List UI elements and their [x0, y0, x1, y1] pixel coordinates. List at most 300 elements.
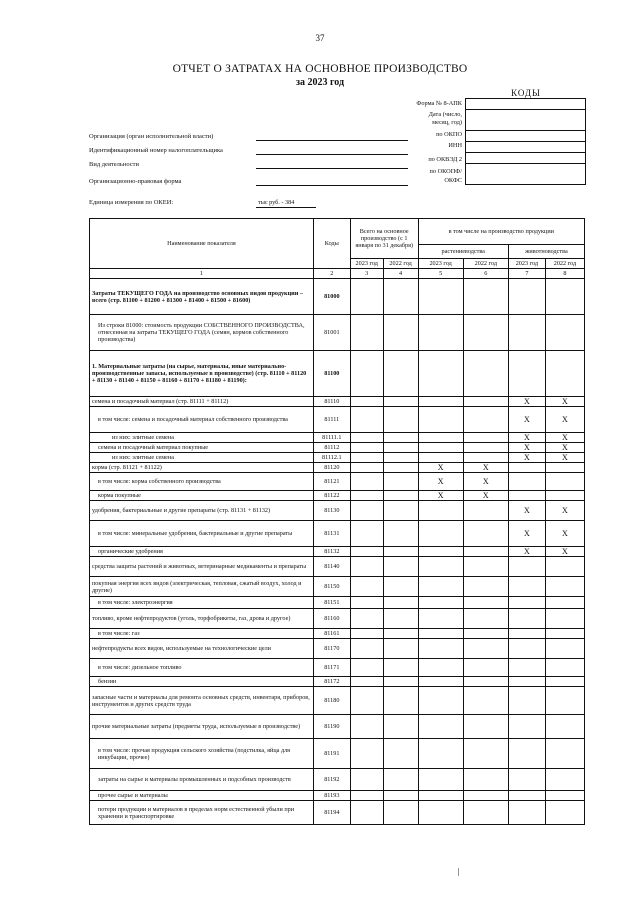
value-cell[interactable] — [545, 639, 584, 659]
value-cell[interactable] — [545, 279, 584, 315]
value-cell[interactable] — [508, 791, 545, 801]
row-label: удобрения, бактериальные и другие препараты (стр. 81131 + 81132) — [90, 501, 314, 521]
value-cell[interactable] — [350, 791, 383, 801]
row-label: покупная энергия всех видов (электрическая, тепловая, сжатый воздух, холод и другие) — [90, 577, 314, 597]
okei-underline — [256, 207, 316, 208]
value-cell[interactable] — [350, 521, 383, 547]
not-applicable-mark: X — [463, 491, 508, 501]
value-cell[interactable] — [508, 463, 545, 473]
value-cell[interactable] — [418, 279, 463, 315]
value-cell[interactable] — [383, 351, 418, 397]
value-cell[interactable] — [463, 659, 508, 677]
table-row — [90, 715, 585, 739]
value-cell[interactable] — [350, 577, 383, 597]
row-code: 81132 — [313, 547, 350, 557]
row-label: прочее сырье и материалы — [90, 791, 314, 801]
not-applicable-mark: X — [418, 463, 463, 473]
value-cell[interactable] — [508, 557, 545, 577]
column-number: 4 — [383, 269, 418, 279]
row-code: 81140 — [313, 557, 350, 577]
value-cell[interactable] — [508, 491, 545, 501]
value-cell[interactable] — [418, 501, 463, 521]
value-cell[interactable] — [545, 351, 584, 397]
row-code: 81112.1 — [313, 453, 350, 463]
value-cell[interactable] — [350, 769, 383, 791]
scan-mark — [458, 868, 461, 876]
value-cell[interactable] — [463, 715, 508, 739]
value-cell[interactable] — [545, 491, 584, 501]
table-row — [90, 597, 585, 609]
header-year: 2023 год — [418, 259, 463, 269]
not-applicable-mark: X — [508, 453, 545, 463]
table-row — [90, 315, 585, 351]
value-cell[interactable] — [418, 801, 463, 825]
value-cell[interactable] — [418, 397, 463, 407]
value-cell[interactable] — [545, 677, 584, 687]
value-cell[interactable] — [508, 279, 545, 315]
not-applicable-mark: X — [508, 397, 545, 407]
table-row — [90, 577, 585, 597]
column-number: 7 — [508, 269, 545, 279]
table-row — [90, 501, 585, 521]
table-row — [90, 629, 585, 639]
value-cell[interactable] — [383, 397, 418, 407]
table-row — [90, 659, 585, 677]
not-applicable-mark: X — [508, 547, 545, 557]
value-cell[interactable] — [545, 629, 584, 639]
value-cell[interactable] — [463, 521, 508, 547]
value-cell[interactable] — [383, 629, 418, 639]
table-row — [90, 279, 585, 315]
not-applicable-mark: X — [463, 463, 508, 473]
value-cell[interactable] — [463, 801, 508, 825]
value-cell[interactable] — [463, 677, 508, 687]
legal-form-label: Организационно-правовая форма — [89, 178, 182, 185]
codes-label-form: Форма № 8-АПК — [416, 100, 462, 107]
value-cell[interactable] — [545, 801, 584, 825]
org-label: Организация (орган исполнительной власти) — [89, 133, 214, 140]
row-label: семена и посадочный материал (стр. 81111 + 81112) — [90, 397, 314, 407]
value-cell[interactable] — [418, 609, 463, 629]
not-applicable-mark: X — [508, 407, 545, 433]
header-crop: растениеводства — [418, 245, 508, 259]
value-cell[interactable] — [508, 609, 545, 629]
value-cell[interactable] — [383, 577, 418, 597]
row-code: 81151 — [313, 597, 350, 609]
table-row — [90, 609, 585, 629]
not-applicable-mark: X — [418, 491, 463, 501]
value-cell[interactable] — [508, 677, 545, 687]
table-row — [90, 739, 585, 769]
column-number: 3 — [350, 269, 383, 279]
value-cell[interactable] — [508, 473, 545, 491]
row-code: 81130 — [313, 501, 350, 521]
header-name: Наименование показателя — [90, 219, 314, 269]
column-number: 1 — [90, 269, 314, 279]
value-cell[interactable] — [350, 351, 383, 397]
value-cell[interactable] — [383, 521, 418, 547]
codes-cell-okpo[interactable] — [466, 131, 585, 142]
value-cell[interactable] — [463, 453, 508, 463]
row-code: 81150 — [313, 577, 350, 597]
row-label: затраты на сырье и материалы промышленных и подсобных производств — [90, 769, 314, 791]
not-applicable-mark: X — [545, 501, 584, 521]
value-cell[interactable] — [383, 715, 418, 739]
not-applicable-mark: X — [545, 453, 584, 463]
codes-label-date2: месяц, год) — [432, 119, 462, 126]
table-row — [90, 351, 585, 397]
row-label: потери продукции и материалов в пределах норм естественной убыли при хранении и транспортировке — [90, 801, 314, 825]
value-cell[interactable] — [350, 677, 383, 687]
not-applicable-mark: X — [545, 397, 584, 407]
row-label: семена и посадочный материал покупные — [90, 443, 314, 453]
table-row — [90, 407, 585, 433]
value-cell[interactable] — [463, 557, 508, 577]
value-cell[interactable] — [463, 351, 508, 397]
value-cell[interactable] — [383, 491, 418, 501]
row-label: 1. Материальные затраты (на сырье, материалы, иные материально-производственные запасы, используемые в производстве) (стр. 81110 + 81120 + 81130 + 81140 + 81150 + 81160 + 81170 + 81180 + 81190): — [90, 351, 314, 397]
value-cell[interactable] — [463, 639, 508, 659]
row-label: средства защиты растений и животных, ветеринарные медикаменты и препараты — [90, 557, 314, 577]
value-cell[interactable] — [383, 547, 418, 557]
value-cell[interactable] — [463, 397, 508, 407]
not-applicable-mark: X — [545, 407, 584, 433]
value-cell[interactable] — [418, 629, 463, 639]
codes-cell-form[interactable] — [466, 99, 585, 110]
table-row — [90, 687, 585, 715]
value-cell[interactable] — [418, 577, 463, 597]
row-label: в том числе: семена и посадочный материал собственного производства — [90, 407, 314, 433]
value-cell[interactable] — [383, 557, 418, 577]
column-number: 2 — [313, 269, 350, 279]
page-number: 37 — [315, 33, 325, 43]
row-code: 81120 — [313, 463, 350, 473]
value-cell[interactable] — [545, 557, 584, 577]
value-cell[interactable] — [383, 609, 418, 629]
value-cell[interactable] — [350, 397, 383, 407]
report-period: за 2023 год — [295, 77, 345, 88]
inn-label: Идентификационный номер налогоплательщика — [89, 147, 223, 154]
codes-cell-okopf[interactable] — [466, 164, 585, 184]
value-cell[interactable] — [350, 629, 383, 639]
value-cell[interactable] — [508, 639, 545, 659]
value-cell[interactable] — [463, 597, 508, 609]
table-row — [90, 639, 585, 659]
table-row — [90, 443, 585, 453]
value-cell[interactable] — [508, 629, 545, 639]
row-code: 81161 — [313, 629, 350, 639]
value-cell[interactable] — [418, 433, 463, 443]
row-code: 81191 — [313, 739, 350, 769]
column-number: 5 — [418, 269, 463, 279]
value-cell[interactable] — [418, 453, 463, 463]
value-cell[interactable] — [350, 659, 383, 677]
value-cell[interactable] — [418, 557, 463, 577]
table-body — [90, 279, 585, 825]
value-cell[interactable] — [350, 407, 383, 433]
table-row — [90, 769, 585, 791]
header-including: в том числе на производство продукции — [418, 219, 584, 245]
value-cell[interactable] — [463, 433, 508, 443]
value-cell[interactable] — [463, 501, 508, 521]
not-applicable-mark: X — [545, 433, 584, 443]
value-cell[interactable] — [545, 597, 584, 609]
value-cell[interactable] — [350, 801, 383, 825]
not-applicable-mark: X — [508, 433, 545, 443]
row-label: в том числе: электроэнергия — [90, 597, 314, 609]
okei-label: Единица измерения по ОКЕИ: — [89, 199, 174, 206]
codes-box — [465, 98, 586, 185]
row-label: корма покупные — [90, 491, 314, 501]
row-code: 81172 — [313, 677, 350, 687]
value-cell[interactable] — [350, 453, 383, 463]
value-cell[interactable] — [418, 677, 463, 687]
value-cell[interactable] — [418, 351, 463, 397]
value-cell[interactable] — [545, 715, 584, 739]
row-label: в том числе: газ — [90, 629, 314, 639]
row-label: Из строки 81000: стоимость продукции СОБСТВЕННОГО ПРОИЗВОДСТВА, отнесенная на затраты ТЕКУЩЕГО ГОДА (семян, кормов собственного производства) — [90, 315, 314, 351]
activity-label: Вид деятельности — [89, 161, 139, 168]
row-code: 81131 — [313, 521, 350, 547]
value-cell[interactable] — [463, 443, 508, 453]
value-cell[interactable] — [383, 739, 418, 769]
row-label: запасные части и материалы для ремонта основных средств, инвентаря, приборов, инструментов и других средств труда — [90, 687, 314, 715]
codes-cell-inn[interactable] — [466, 142, 585, 153]
row-label: в том числе: корма собственного производства — [90, 473, 314, 491]
row-code: 81171 — [313, 659, 350, 677]
value-cell[interactable] — [508, 315, 545, 351]
value-cell[interactable] — [383, 597, 418, 609]
value-cell[interactable] — [418, 547, 463, 557]
row-label: корма (стр. 81121 + 81122) — [90, 463, 314, 473]
value-cell[interactable] — [418, 659, 463, 677]
value-cell[interactable] — [508, 597, 545, 609]
value-cell[interactable] — [463, 629, 508, 639]
value-cell[interactable] — [350, 547, 383, 557]
org-field[interactable] — [256, 140, 408, 141]
row-code: 81194 — [313, 801, 350, 825]
table-row — [90, 801, 585, 825]
row-label: в том числе: дизельное топливо — [90, 659, 314, 677]
value-cell[interactable] — [463, 687, 508, 715]
not-applicable-mark: X — [545, 547, 584, 557]
value-cell[interactable] — [383, 677, 418, 687]
row-code: 81170 — [313, 639, 350, 659]
not-applicable-mark: X — [545, 443, 584, 453]
row-code: 81192 — [313, 769, 350, 791]
value-cell[interactable] — [463, 769, 508, 791]
row-code: 81111 — [313, 407, 350, 433]
row-code: 81193 — [313, 791, 350, 801]
row-code: 81122 — [313, 491, 350, 501]
row-code: 81180 — [313, 687, 350, 715]
table-row — [90, 791, 585, 801]
value-cell[interactable] — [350, 463, 383, 473]
value-cell[interactable] — [418, 715, 463, 739]
value-cell[interactable] — [383, 659, 418, 677]
value-cell[interactable] — [545, 315, 584, 351]
value-cell[interactable] — [508, 769, 545, 791]
value-cell[interactable] — [463, 315, 508, 351]
codes-label-okpo: по ОКПО — [436, 131, 462, 138]
not-applicable-mark: X — [418, 473, 463, 491]
value-cell[interactable] — [350, 315, 383, 351]
legal-form-field[interactable] — [256, 185, 408, 186]
value-cell[interactable] — [545, 473, 584, 491]
row-code: 81121 — [313, 473, 350, 491]
value-cell[interactable] — [463, 279, 508, 315]
row-code: 81111.1 — [313, 433, 350, 443]
value-cell[interactable] — [383, 639, 418, 659]
value-cell[interactable] — [383, 501, 418, 521]
value-cell[interactable] — [463, 547, 508, 557]
value-cell[interactable] — [350, 687, 383, 715]
column-number: 6 — [463, 269, 508, 279]
codes-cell-okved[interactable] — [466, 153, 585, 164]
value-cell[interactable] — [463, 407, 508, 433]
value-cell[interactable] — [383, 315, 418, 351]
table-row — [90, 677, 585, 687]
value-cell[interactable] — [350, 473, 383, 491]
value-cell[interactable] — [350, 557, 383, 577]
table-row — [90, 491, 585, 501]
value-cell[interactable] — [508, 801, 545, 825]
value-cell[interactable] — [350, 639, 383, 659]
value-cell[interactable] — [545, 769, 584, 791]
value-cell[interactable] — [418, 769, 463, 791]
codes-label-okopf: по ОКОПФ/ — [429, 168, 462, 175]
table-row — [90, 521, 585, 547]
value-cell[interactable] — [418, 315, 463, 351]
value-cell[interactable] — [508, 577, 545, 597]
value-cell[interactable] — [418, 739, 463, 769]
row-code: 81001 — [313, 315, 350, 351]
value-cell[interactable] — [463, 609, 508, 629]
row-code: 81112 — [313, 443, 350, 453]
row-code: 81110 — [313, 397, 350, 407]
header-year: 2022 год — [383, 259, 418, 269]
row-label: нефтепродукты всех видов, используемые на технологические цели — [90, 639, 314, 659]
value-cell[interactable] — [350, 433, 383, 443]
value-cell[interactable] — [383, 279, 418, 315]
value-cell[interactable] — [418, 639, 463, 659]
not-applicable-mark: X — [508, 443, 545, 453]
header-year: 2023 год — [508, 259, 545, 269]
value-cell[interactable] — [508, 715, 545, 739]
value-cell[interactable] — [383, 687, 418, 715]
value-cell[interactable] — [383, 407, 418, 433]
value-cell[interactable] — [508, 687, 545, 715]
okei-value: тыс руб. - 384 — [258, 199, 295, 206]
not-applicable-mark: X — [545, 521, 584, 547]
value-cell[interactable] — [383, 463, 418, 473]
value-cell[interactable] — [350, 609, 383, 629]
value-cell[interactable] — [545, 463, 584, 473]
table-row — [90, 557, 585, 577]
table-row — [90, 463, 585, 473]
header-year: 2023 год — [350, 259, 383, 269]
header-year: 2022 год — [463, 259, 508, 269]
row-code: 81190 — [313, 715, 350, 739]
value-cell[interactable] — [545, 609, 584, 629]
activity-field[interactable] — [256, 168, 408, 169]
not-applicable-mark: X — [463, 473, 508, 491]
row-label: в том числе: минеральные удобрения, бактериальные и другие препараты — [90, 521, 314, 547]
table-row — [90, 397, 585, 407]
header-total: Всего на основное производство (с 1 января по 31 декабря) — [350, 219, 418, 259]
value-cell[interactable] — [383, 769, 418, 791]
costs-table — [89, 218, 585, 825]
value-cell[interactable] — [350, 279, 383, 315]
codes-label-okved: по ОКВЭД 2 — [428, 156, 462, 163]
value-cell[interactable] — [463, 791, 508, 801]
value-cell[interactable] — [383, 433, 418, 443]
codes-label-okfs: ОКФС — [444, 177, 462, 184]
value-cell[interactable] — [545, 659, 584, 677]
table-row — [90, 453, 585, 463]
row-label: прочие материальные затраты (предметы труда, используемые в производстве) — [90, 715, 314, 739]
row-label: в том числе: прочая продукция сельского хозяйства (подстилка, яйца для инкубации, прочее) — [90, 739, 314, 769]
value-cell[interactable] — [545, 791, 584, 801]
value-cell[interactable] — [383, 453, 418, 463]
value-cell[interactable] — [463, 739, 508, 769]
row-label: из них: элитные семена — [90, 453, 314, 463]
row-label: топливо, кроме нефтепродуктов (уголь, торфобрикеты, газ, дрова и другое) — [90, 609, 314, 629]
value-cell[interactable] — [350, 501, 383, 521]
table-row — [90, 473, 585, 491]
value-cell[interactable] — [508, 739, 545, 769]
value-cell[interactable] — [508, 351, 545, 397]
row-code: 81160 — [313, 609, 350, 629]
value-cell[interactable] — [383, 473, 418, 491]
column-number: 8 — [545, 269, 584, 279]
value-cell[interactable] — [418, 791, 463, 801]
value-cell[interactable] — [418, 687, 463, 715]
value-cell[interactable] — [545, 577, 584, 597]
header-code: Коды — [313, 219, 350, 269]
value-cell[interactable] — [350, 491, 383, 501]
value-cell[interactable] — [545, 687, 584, 715]
value-cell[interactable] — [383, 801, 418, 825]
table-row — [90, 433, 585, 443]
report-title: ОТЧЕТ О ЗАТРАТАХ НА ОСНОВНОЕ ПРОИЗВОДСТВО — [172, 63, 468, 75]
value-cell[interactable] — [418, 407, 463, 433]
value-cell[interactable] — [383, 443, 418, 453]
value-cell[interactable] — [508, 659, 545, 677]
codes-header: КОДЫ — [511, 88, 541, 98]
value-cell[interactable] — [350, 443, 383, 453]
value-cell[interactable] — [350, 739, 383, 769]
value-cell[interactable] — [463, 577, 508, 597]
row-label: Затраты ТЕКУЩЕГО ГОДА на производство основных видов продукции – всего (стр. 81100 + 81200 + 81300 + 81400 + 81500 + 81600) — [90, 279, 314, 315]
inn-field[interactable] — [256, 154, 408, 155]
row-label: из них: элитные семена — [90, 433, 314, 443]
value-cell[interactable] — [545, 739, 584, 769]
value-cell[interactable] — [350, 715, 383, 739]
value-cell[interactable] — [418, 443, 463, 453]
row-label: бензин — [90, 677, 314, 687]
header-year: 2022 год — [545, 259, 584, 269]
codes-cell-date[interactable] — [466, 110, 585, 131]
row-label: органические удобрения — [90, 547, 314, 557]
value-cell[interactable] — [383, 791, 418, 801]
table-row — [90, 547, 585, 557]
value-cell[interactable] — [418, 521, 463, 547]
value-cell[interactable] — [418, 597, 463, 609]
header-livestock: животноводства — [508, 245, 584, 259]
value-cell[interactable] — [350, 597, 383, 609]
row-code: 81100 — [313, 351, 350, 397]
